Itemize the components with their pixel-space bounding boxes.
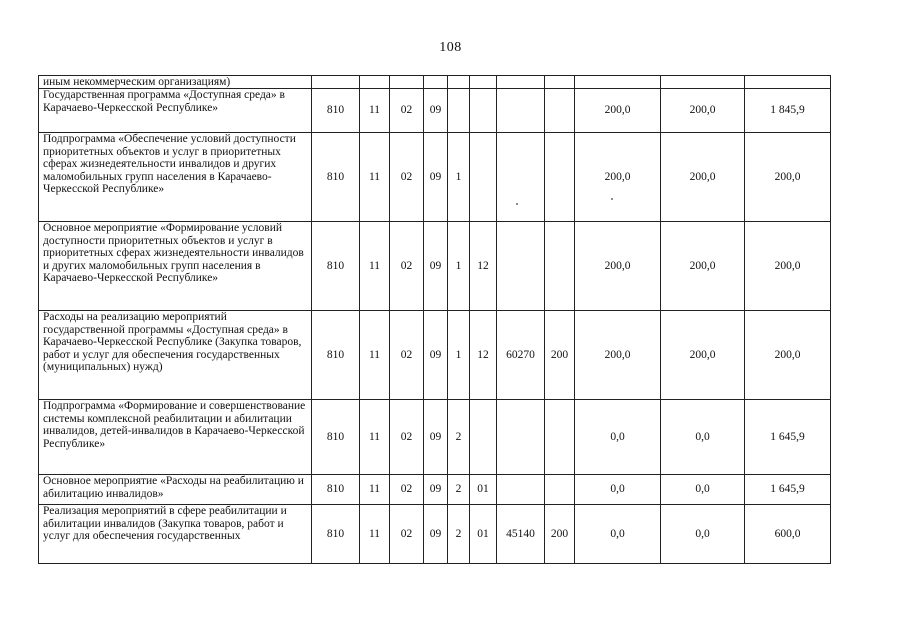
cell-expense-type: [545, 89, 575, 133]
table-row: [39, 311, 831, 400]
cell-amount-1: 0,0: [575, 505, 661, 564]
cell-program: 09: [424, 311, 448, 400]
cell-expense-type: [545, 133, 575, 222]
cell-amount-1: 0,0: [575, 400, 661, 475]
cell-name: Основное мероприятие «Расходы на реабилитацию и абилитацию инвалидов»: [39, 475, 312, 505]
cell-ministry: 810: [312, 505, 360, 564]
cell-subsection: 02: [390, 475, 424, 505]
scan-speck: [611, 198, 613, 200]
cell-expense-type: 200: [545, 505, 575, 564]
cell-amount-2: 0,0: [661, 400, 745, 475]
cell-activity: 01: [470, 475, 497, 505]
table-row: [39, 222, 831, 311]
cell-subsection: 02: [390, 89, 424, 133]
cell-amount-3: 200,0: [745, 133, 831, 222]
cell-section: 11: [360, 89, 390, 133]
cell-amount-1: 200,0: [575, 89, 661, 133]
cell-amount-3: 1 645,9: [745, 475, 831, 505]
cell-expense-type: [545, 222, 575, 311]
cell-section: 11: [360, 400, 390, 475]
cell-amount-1: 200,0: [575, 133, 661, 222]
cell-subsection: [390, 76, 424, 89]
table-row: [39, 133, 831, 222]
cell-section: [360, 76, 390, 89]
cell-subprogram: 2: [448, 400, 470, 475]
cell-subprogram: 1: [448, 222, 470, 311]
cell-activity: [470, 400, 497, 475]
cell-name: Расходы на реализацию мероприятий государственной программы «Доступная среда» в Карачаево-Черкесской Республике (Закупка товаров, работ и услуг для обеспечения государственных (муниципальных) нужд): [39, 311, 312, 400]
cell-program: 09: [424, 475, 448, 505]
cell-program: 09: [424, 505, 448, 564]
cell-section: 11: [360, 133, 390, 222]
cell-amount-2: 0,0: [661, 505, 745, 564]
cell-subprogram: 1: [448, 311, 470, 400]
cell-direction: [497, 222, 545, 311]
cell-subsection: 02: [390, 222, 424, 311]
table-row: [39, 400, 831, 475]
cell-subsection: 02: [390, 400, 424, 475]
cell-subsection: 02: [390, 133, 424, 222]
cell-subprogram: 2: [448, 475, 470, 505]
cell-expense-type: [545, 475, 575, 505]
cell-amount-3: 200,0: [745, 222, 831, 311]
cell-expense-type: [545, 76, 575, 89]
cell-expense-type: [545, 400, 575, 475]
cell-section: 11: [360, 505, 390, 564]
cell-section: 11: [360, 222, 390, 311]
table-body: [39, 76, 831, 564]
cell-activity: [470, 76, 497, 89]
cell-amount-1: 200,0: [575, 311, 661, 400]
cell-name: Подпрограмма «Формирование и совершенствование системы комплексной реабилитации и абилитации инвалидов, детей-инвалидов в Карачаево-Черкесской Республике»: [39, 400, 312, 475]
cell-ministry: 810: [312, 133, 360, 222]
cell-ministry: 810: [312, 89, 360, 133]
cell-amount-2: 200,0: [661, 311, 745, 400]
cell-expense-type: 200: [545, 311, 575, 400]
cell-amount-1: 200,0: [575, 222, 661, 311]
cell-name: иным некоммерческим организациям): [39, 76, 312, 89]
cell-ministry: 810: [312, 400, 360, 475]
cell-activity: 12: [470, 222, 497, 311]
cell-direction: [497, 475, 545, 505]
cell-amount-1: [575, 76, 661, 89]
cell-ministry: [312, 76, 360, 89]
cell-amount-3: 600,0: [745, 505, 831, 564]
cell-amount-2: 200,0: [661, 89, 745, 133]
cell-amount-3: 1 845,9: [745, 89, 831, 133]
cell-name: Государственная программа «Доступная среда» в Карачаево-Черкесской Республике»: [39, 89, 312, 133]
cell-ministry: 810: [312, 475, 360, 505]
cell-name: Реализация мероприятий в сфере реабилитации и абилитации инвалидов (Закупка товаров, работ и услуг для обеспечения государственных: [39, 505, 312, 564]
cell-activity: [470, 89, 497, 133]
table-row: [39, 76, 831, 89]
cell-amount-3: 1 645,9: [745, 400, 831, 475]
cell-subprogram: [448, 89, 470, 133]
cell-direction: [497, 89, 545, 133]
cell-direction: [497, 133, 545, 222]
cell-program: 09: [424, 222, 448, 311]
cell-ministry: 810: [312, 311, 360, 400]
cell-ministry: 810: [312, 222, 360, 311]
cell-program: [424, 76, 448, 89]
cell-direction: [497, 76, 545, 89]
table-row: [39, 475, 831, 505]
cell-amount-2: [661, 76, 745, 89]
cell-subsection: 02: [390, 505, 424, 564]
cell-subprogram: 2: [448, 505, 470, 564]
cell-amount-2: 0,0: [661, 475, 745, 505]
cell-program: 09: [424, 89, 448, 133]
cell-amount-3: 200,0: [745, 311, 831, 400]
cell-activity: 01: [470, 505, 497, 564]
cell-activity: 12: [470, 311, 497, 400]
cell-subprogram: 1: [448, 133, 470, 222]
table-row: [39, 505, 831, 564]
cell-subsection: 02: [390, 311, 424, 400]
cell-amount-1: 0,0: [575, 475, 661, 505]
table-row: [39, 89, 831, 133]
cell-amount-2: 200,0: [661, 133, 745, 222]
cell-section: 11: [360, 475, 390, 505]
cell-activity: [470, 133, 497, 222]
cell-amount-2: 200,0: [661, 222, 745, 311]
cell-direction: [497, 400, 545, 475]
cell-program: 09: [424, 400, 448, 475]
cell-name: Подпрограмма «Обеспечение условий доступности приоритетных объектов и услуг в приоритетных сферах жизнедеятельности инвалидов и других маломобильных групп населения в Карачаево-Черкесской Республике»: [39, 133, 312, 222]
page-number: 108: [439, 40, 462, 55]
cell-direction: 60270: [497, 311, 545, 400]
scan-speck: [516, 203, 518, 205]
cell-program: 09: [424, 133, 448, 222]
cell-subprogram: [448, 76, 470, 89]
budget-table: [38, 75, 831, 564]
cell-section: 11: [360, 311, 390, 400]
cell-name: Основное мероприятие «Формирование условий доступности приоритетных объектов и услуг в приоритетных сферах жизнедеятельности инвалидов и других маломобильных групп населения в Карачаево-Черкесской Республике»: [39, 222, 312, 311]
cell-amount-3: [745, 76, 831, 89]
cell-direction: 45140: [497, 505, 545, 564]
